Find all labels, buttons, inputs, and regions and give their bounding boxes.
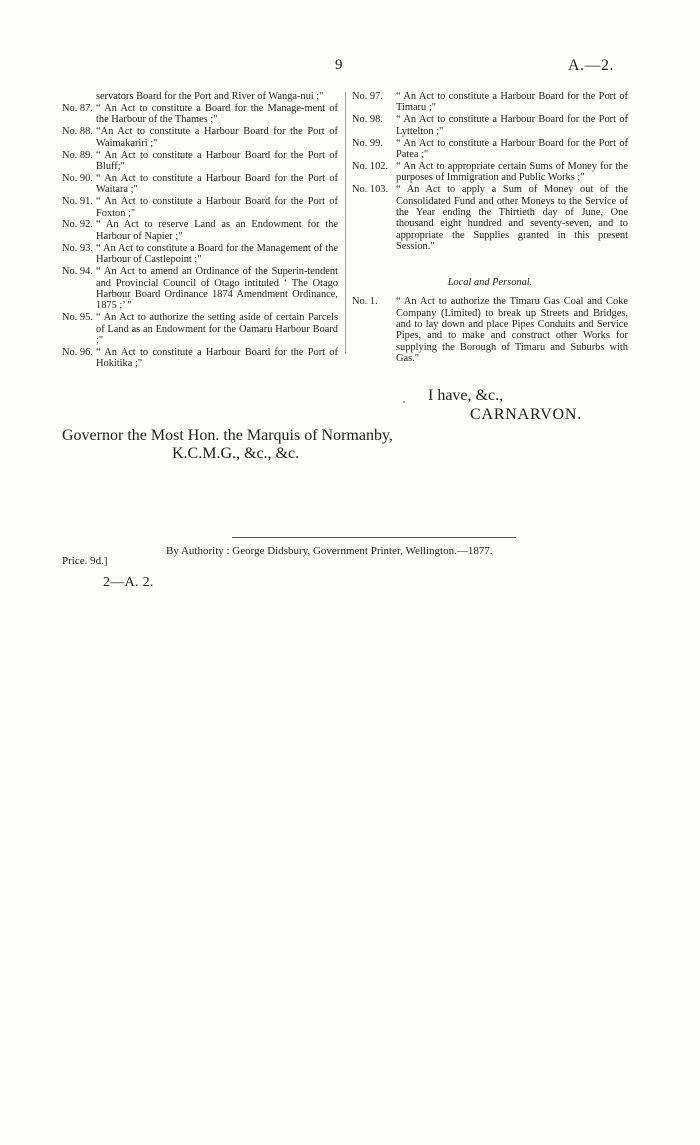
list-item xyxy=(62,150,338,173)
entry-number: No. 87. xyxy=(62,102,93,114)
local-personal-heading: Local and Personal. xyxy=(447,276,533,288)
closing-phrase: I have, &c., xyxy=(428,387,504,404)
list-item xyxy=(62,91,338,102)
entry-number: No. 1. xyxy=(352,296,378,308)
addressee-line-2: K.C.M.G., &c., &c. xyxy=(172,445,300,462)
page-number: 9 xyxy=(335,57,343,73)
list-item xyxy=(62,266,338,312)
entry-number: No. 91. xyxy=(62,196,93,208)
printer-imprint: By Authority : George Didsbury, Government Printer, Wellington.—1877. xyxy=(166,545,493,557)
document-reference: A.—2. xyxy=(568,57,615,74)
entry-text: “ An Act to appropriate certain Sums of Money for the purposes of Immigration and Public Works ;" xyxy=(396,160,628,184)
addressee-line-1: Governor the Most Hon. the Marquis of Normanby, xyxy=(62,427,393,444)
entry-number: No. 102. xyxy=(352,160,389,172)
entry-text: “ An Act to constitute a Harbour Board for the Port of Timaru ;" xyxy=(396,91,628,114)
list-item xyxy=(62,173,338,196)
entry-text: “ An Act to constitute a Board for the Management of the Harbour of Castlepoint ;" xyxy=(96,242,338,266)
list-item xyxy=(352,138,628,161)
acts-list-right xyxy=(352,91,628,365)
entry-text: “ An Act to amend an Ordinance of the Superin-tendent and Provincial Council of Otago intituled ‘ The Otago Harbour Board Ordinance 1874 Amendment Ordinance, 1875 ;’ " xyxy=(96,266,338,312)
entry-text: “ An Act to constitute a Harbour Board for the Port of Patea ;" xyxy=(396,137,628,161)
entry-text: “An Act to constitute a Harbour Board for the Port of Waimakariri ;" xyxy=(96,126,338,149)
column-divider xyxy=(345,92,346,354)
divider-rule xyxy=(232,537,516,538)
entry-text: “ An Act to constitute a Harbour Board for the Port of Foxton ;" xyxy=(96,196,338,219)
list-item xyxy=(62,103,338,126)
entry-number: No. 98. xyxy=(352,114,383,126)
entry-text: “ An Act to reserve Land as an Endowment for the Harbour of Napier ;" xyxy=(96,219,338,242)
list-item xyxy=(352,114,628,137)
entry-text: servators Board for the Port and River of Wanga-nui ;" xyxy=(96,91,324,102)
entry-number: No. 88. xyxy=(62,126,93,138)
price-note: Price. 9d.] xyxy=(62,555,108,567)
entry-number: No. 96. xyxy=(62,346,93,358)
list-item xyxy=(62,243,338,266)
entry-number: No. 92. xyxy=(62,219,93,231)
entry-number: No. 90. xyxy=(62,172,93,184)
entry-number: No. 95. xyxy=(62,312,93,324)
entry-text: “ An Act to apply a Sum of Money out of the Consolidated Fund and other Moneys to the Service of the Year ending the Thirtieth day of June, One thousand eight hundred and seventy-seven, and to appropriate the Supplies granted in this present Session." xyxy=(396,184,628,253)
entry-number: No. 94. xyxy=(62,266,93,278)
list-item xyxy=(62,219,338,242)
list-item xyxy=(62,196,338,219)
entry-text: “ An Act to constitute a Harbour Board for the Port of Waitara ;" xyxy=(96,172,338,196)
list-item xyxy=(62,312,338,346)
entry-number: No. 99. xyxy=(352,137,383,149)
entry-number: No. 103. xyxy=(352,184,389,196)
entry-text: “ An Act to constitute a Harbour Board for the Port of Lyttelton ;" xyxy=(396,114,628,137)
list-item xyxy=(62,126,338,149)
entry-text: “ An Act to constitute a Board for the Manage-ment of the Harbour of the Thames ;" xyxy=(96,102,338,126)
entry-number: No. 89. xyxy=(62,149,93,161)
entry-text: “ An Act to constitute a Harbour Board for the Port of Bluff;" xyxy=(96,149,338,172)
acts-list-left xyxy=(62,91,338,370)
signature: CARNARVON. xyxy=(470,406,583,423)
entry-number: No. 97. xyxy=(352,91,383,102)
sheet-reference: 2—A. 2. xyxy=(103,575,154,590)
entry-text: “ An Act to authorize the Timaru Gas Coal and Coke Company (Limited) to break up Streets and Bridges, and to lay down and place Pipes Conduits and Service Pipes, and to make and construct other Works for supplying the Borough of Timaru and Suburbs with Gas." xyxy=(396,296,628,365)
list-item xyxy=(352,161,628,184)
list-item xyxy=(352,91,628,114)
entry-text: “ An Act to constitute a Harbour Board for the Port of Hokitika ;" xyxy=(96,346,338,370)
list-item xyxy=(62,347,338,370)
entry-number: No. 93. xyxy=(62,242,93,254)
list-item xyxy=(352,184,628,252)
list-item xyxy=(352,296,628,364)
entry-text: “ An Act to authorize the setting aside of certain Parcels of Land as an Endowment for the Oamaru Harbour Board ;" xyxy=(96,312,338,347)
ink-speck xyxy=(403,401,405,403)
